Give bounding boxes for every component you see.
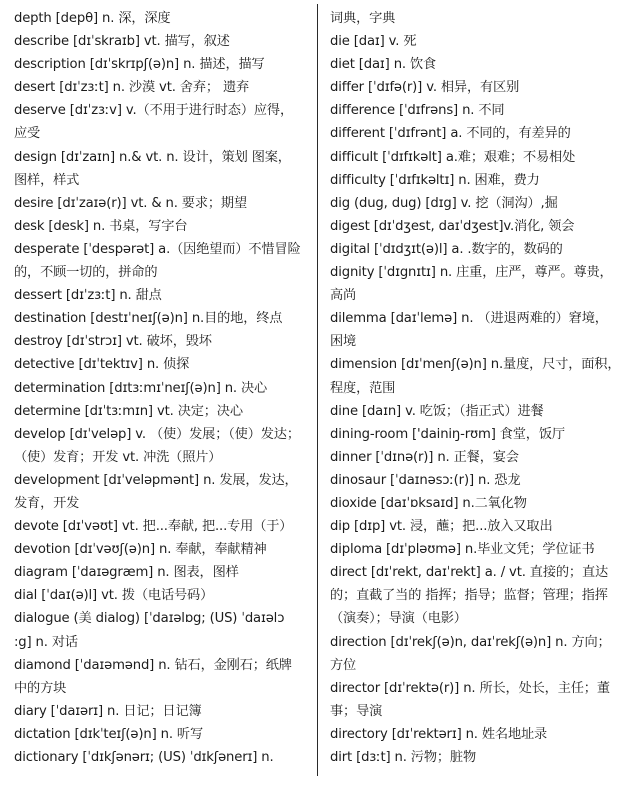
- entry-line: direct [dɪˈrekt, daɪˈrekt] a. / vt. 直接的；直达: [330, 565, 609, 581]
- entry-line: dine [daɪn] v. 吃饭；（指正式）进餐: [330, 403, 544, 419]
- entry-line: devotion [dɪˈvəʊʃ(ə)n] n. 奉献，奉献精神: [14, 542, 267, 558]
- left-column: [14, 7, 314, 769]
- entry-line: dining-room ['dainiŋ-rʊm] 食堂，饭厅: [330, 426, 565, 442]
- entry-line: dig (dug, dug) [dɪg] v. 挖（洞沟）,掘: [330, 195, 558, 211]
- entry-line: dialogue (美 dialog) [ˈdaɪəlɒg; (US) ˈdaɪəlɔ: [14, 611, 285, 627]
- entry-line: director [dɪˈrektə(r)] n. 所长，处长，主任；董: [330, 680, 610, 696]
- entry-line: digital [ˈdɪdʒɪt(ə)l] a. .数字的，数码的: [330, 241, 563, 257]
- entry-line: dignity [ˈdɪgnɪtɪ] n. 庄重，庄严，尊严。尊贵，: [330, 265, 613, 281]
- entry-line: different [ˈdɪfrənt] a. 不同的，有差异的: [330, 126, 571, 142]
- entry-line: depth [depθ] n. 深，深度: [14, 11, 171, 26]
- entry-line: 方位: [330, 657, 357, 673]
- entry-line: difficult [ˈdɪfɪkəlt] a.难；艰难；不易相处: [330, 149, 576, 165]
- entry-line: 中的方块: [14, 680, 67, 696]
- column-divider: [317, 4, 318, 776]
- entry-line: differ [ˈdɪfə(r)] v. 相异，有区别: [330, 80, 520, 96]
- entry-line: 应受: [14, 126, 41, 142]
- entry-line: dinosaur [ˈdaɪnəsɔː(r)] n. 恐龙: [330, 472, 521, 488]
- entry-line: difficulty [ˈdɪfɪkəltɪ] n. 困难，费力: [330, 172, 540, 188]
- entry-line: 的，不顾一切的，拼命的: [14, 265, 158, 281]
- entry-line: :g] n. 对话: [14, 634, 78, 650]
- entry-line: direction [dɪˈrekʃ(ə)n, daɪˈrekʃ(ə)n] n. 方向；: [330, 634, 611, 650]
- entry-line: diploma [dɪˈpləʊmə] n.毕业文凭；学位证书: [330, 542, 595, 558]
- entry-line: dioxide [daɪˈɒksaɪd] n.二氧化物: [330, 495, 527, 511]
- entry-line: （演奏）；导演（电影）: [330, 611, 467, 627]
- entry-line: dilemma [daɪˈlemə] n. （进退两难的）窘境，: [330, 311, 608, 327]
- entry-line: die [daɪ] v. 死: [330, 34, 417, 50]
- entry-line: 的；直截了当的 指挥；指导；监督；管理；指挥: [330, 588, 608, 604]
- entry-line: difference [ˈdɪfrəns] n. 不同: [330, 103, 505, 119]
- entry-line: detective [dɪˈtektɪv] n. 侦探: [14, 357, 190, 373]
- right-column: [330, 7, 636, 769]
- entry-line: desert [dɪˈzɜːt] n. 沙漠 vt. 舍弃； 遗弃: [14, 80, 250, 96]
- entry-line: diary [ˈdaɪərɪ] n. 日记；日记簿: [14, 703, 202, 719]
- entry-line: diamond [ˈdaɪəmənd] n. 钻石，金刚石；纸牌: [14, 657, 292, 673]
- entry-line: （使）发育；开发 vt. 冲洗（照片）: [14, 449, 222, 465]
- entry-line: digest [dɪˈdʒest, daɪˈdʒest]v.消化, 领会: [330, 218, 575, 234]
- entry-line: 高尚: [330, 288, 357, 304]
- entry-line: dictionary [ˈdɪkʃənərɪ; (US) ˈdɪkʃənerɪ] n.: [14, 750, 274, 765]
- entry-line: design [dɪˈzaɪn] n.& vt. n. 设计，策划 图案，: [14, 149, 291, 165]
- entry-line: description [dɪˈskrɪpʃ(ə)n] n. 描述，描写: [14, 57, 265, 73]
- entry-line: 事；导演: [330, 703, 383, 719]
- entry-line: destination [destɪˈneɪʃ(ə)n] n.目的地，终点: [14, 311, 283, 327]
- entry-line: desire [dɪˈzaɪə(r)] vt. & n. 要求；期望: [14, 195, 247, 211]
- entry-line: determine [dɪˈtɜːmɪn] vt. 决定；决心: [14, 403, 243, 419]
- entry-line: determination [dɪtɜːmɪˈneɪʃ(ə)n] n. 决心: [14, 380, 268, 396]
- entry-line: deserve [dɪˈzɜːv] v.（不用于进行时态）应得，: [14, 103, 293, 119]
- entry-line: describe [dɪˈskraɪb] vt. 描写，叙述: [14, 34, 230, 50]
- entry-line: devote [dɪˈvəʊt] vt. 把...奉献, 把...专用（于）: [14, 519, 293, 535]
- entry-line: dial [ˈdaɪ(ə)l] vt. 拨（电话号码）: [14, 588, 214, 604]
- entry-line: directory [dɪˈrektərɪ] n. 姓名地址录: [330, 726, 548, 742]
- entry-line: develop [dɪˈveləp] v. （使）发展；（使）发达；: [14, 426, 300, 442]
- entry-line: desperate [ˈdespərət] a.（因绝望而）不惜冒险: [14, 241, 301, 257]
- entry-line: 词典，字典: [330, 11, 396, 26]
- entry-line: dinner [ˈdɪnə(r)] n. 正餐，宴会: [330, 449, 519, 465]
- entry-line: dimension [dɪˈmenʃ(ə)n] n.量度，尺寸，面积，: [330, 357, 621, 373]
- entry-line: 程度，范围: [330, 380, 396, 396]
- entry-line: dessert [dɪˈzɜːt] n. 甜点: [14, 288, 162, 304]
- entry-line: desk [desk] n. 书桌，写字台: [14, 218, 188, 234]
- entry-line: 图样，样式: [14, 172, 80, 188]
- entry-line: dip [dɪp] vt. 浸，蘸；把...放入又取出: [330, 519, 553, 535]
- entry-line: 发育，开发: [14, 495, 80, 511]
- entry-line: dirt [dɜːt] n. 污物；脏物: [330, 750, 476, 765]
- entry-line: diet [daɪ] n. 饮食: [330, 57, 437, 73]
- entry-line: 困境: [330, 334, 357, 350]
- entry-line: destroy [dɪˈstrɔɪ] vt. 破坏，毁坏: [14, 334, 212, 350]
- entry-line: dictation [dɪkˈteɪʃ(ə)n] n. 听写: [14, 726, 203, 742]
- entry-line: development [dɪˈveləpmənt] n. 发展，发达，: [14, 472, 298, 488]
- entry-line: diagram [ˈdaɪəgræm] n. 图表，图样: [14, 565, 239, 581]
